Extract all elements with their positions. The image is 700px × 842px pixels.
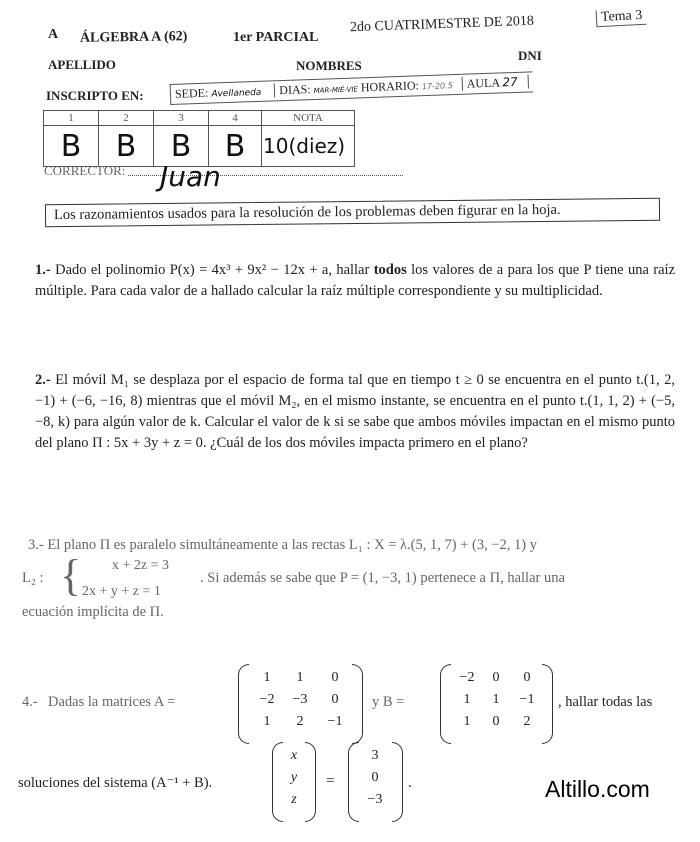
tema-letter: A	[48, 27, 59, 42]
aula-label: AULA	[466, 75, 500, 91]
notice-box: Los razonamientos usados para la resolución de los problemas deben figurar en la hoja.	[45, 198, 660, 227]
grade-header: 2	[99, 111, 154, 126]
tema-label: Tema 3	[596, 8, 647, 28]
matrix-b-cell: 0	[523, 670, 531, 685]
period: .	[408, 775, 412, 791]
problem-number: 4.-	[22, 694, 38, 710]
nombres-label: NOMBRES	[296, 58, 362, 73]
matrix-a-cell: 0	[331, 670, 339, 685]
matrix-b-left-paren	[440, 664, 451, 744]
exam-name: 1er PARCIAL	[233, 30, 319, 45]
inscription-box	[170, 71, 533, 105]
problem-text: soluciones del sistema (A⁻¹ + B).	[18, 775, 213, 791]
matrix-a-cell: 1	[263, 670, 271, 685]
problem-text: Dado el polinomio P(x) = 4x³ + 9x² − 12x + a, hallar	[55, 262, 374, 278]
matrix-b-right-paren	[542, 664, 553, 744]
matrix-b-cell: −1	[519, 692, 535, 707]
matrix-b-cell: 1	[492, 692, 500, 707]
dias-value: MAR-MIÉ-VIE	[313, 85, 359, 95]
matrix-b-cell: 1	[463, 714, 471, 729]
vector-x	[284, 748, 304, 808]
aula-field	[461, 74, 528, 90]
matrix-b-cell: 0	[492, 714, 500, 729]
l2-eq1: x + 2z = 3	[112, 558, 170, 573]
matrix-b	[452, 670, 544, 730]
matrix-a-cell: 1	[296, 670, 304, 685]
matrix-a-cell: −1	[327, 714, 343, 729]
final-grade: 10(diez)	[262, 126, 355, 167]
grades-table	[43, 110, 355, 167]
problem-text: los valores de a para los que P tiene una raíz múltiple. Para cada valor de a hallado calcular la raíz múltiple correspondiente y su multiplicidad.	[35, 262, 676, 299]
matrix-b-cell: 1	[463, 692, 471, 707]
matrix-a-cell: 1	[263, 714, 271, 729]
sede-label: SEDE:	[174, 85, 209, 101]
problem-text: ecuación implícita de Π.	[22, 604, 164, 620]
matrix-a-cell: −3	[292, 692, 308, 707]
apellido-label: APELLIDO	[48, 57, 116, 72]
grade-header: NOTA	[262, 111, 355, 126]
problem-text: , hallar todas las	[558, 694, 653, 710]
matrix-a-left-paren	[238, 664, 249, 744]
l2-label: L₂ :	[22, 570, 44, 586]
problem-2	[35, 370, 675, 454]
vector-x-cell: y	[290, 770, 298, 785]
vector-b-left-paren	[348, 742, 359, 822]
grade-value: B	[44, 126, 99, 167]
grade-value: B	[209, 126, 262, 167]
dni-label: DNI	[518, 48, 542, 63]
system-brace: {	[60, 551, 82, 600]
problem-1	[35, 260, 675, 302]
grade-header: 4	[209, 111, 262, 126]
problem-number: 3.-	[28, 537, 44, 553]
horario-value: 17-20.5	[421, 81, 453, 92]
horario-label: HORARIO:	[360, 78, 420, 95]
grade-header: 3	[154, 111, 209, 126]
problem-emphasis: todos	[373, 262, 407, 278]
vector-b	[360, 748, 390, 808]
l2-eq2: 2x + y + z = 1	[82, 584, 161, 599]
equals-sign: =	[326, 773, 335, 789]
problem-text: Dadas la matrices A =	[48, 694, 176, 710]
corrector-label: CORRECTOR:	[44, 163, 126, 178]
vector-x-left-paren	[272, 742, 283, 822]
matrix-a-cell: 2	[296, 714, 304, 729]
matrix-a-cell: 0	[331, 692, 339, 707]
matrix-b-cell: 2	[523, 714, 531, 729]
problem-3	[28, 535, 680, 556]
matrix-a-cell: −2	[259, 692, 275, 707]
grade-value: B	[99, 126, 154, 167]
matrix-b-cell: −2	[459, 670, 475, 685]
matrix-a	[252, 670, 352, 730]
problem-text: El móvil M₁ se desplaza por el espacio de forma tal que en tiempo t ≥ 0 se encuentra en el punto t.(1, 2, −1) + (−6, −16, 8) mientras que el móvil M₂, en el mismo instante, se encuentra en el punto t.(1, 1, 2) + (−5, −8, k) para algún valor de k. Calcular el valor de k si se sabe que ambos móviles impactan en el mismo punto del plano Π : 5x + 3y + z = 0. ¿Cuál de los dos móviles impacta primero en el plano?	[35, 372, 675, 451]
course-title: ÁLGEBRA A (62)	[79, 29, 188, 46]
problem-text: El plano Π es paralelo simultáneamente a las rectas L₁ : X = λ.(5, 1, 7) + (3, −2, 1) y	[47, 537, 537, 553]
grade-value: B	[154, 126, 209, 167]
problem-number: 1.-	[35, 262, 51, 278]
vector-x-right-paren	[305, 742, 316, 822]
vector-x-cell: z	[291, 792, 297, 807]
vector-b-cell: −3	[367, 792, 383, 807]
matrix-a-right-paren	[352, 664, 363, 744]
inscripto-label: INSCRIPTO EN:	[46, 88, 144, 103]
problem-text: . Si además se sabe que P = (1, −3, 1) pertenece a Π, hallar una	[200, 570, 565, 586]
matrix-b-cell: 0	[492, 670, 500, 685]
term: 2do CUATRIMESTRE DE 2018	[349, 13, 535, 36]
dias-label: DIAS:	[274, 82, 311, 97]
sede-value: Avellaneda	[211, 87, 262, 100]
grade-header: 1	[44, 111, 99, 126]
and-label: y B =	[372, 694, 405, 710]
problem-number: 2.-	[35, 372, 51, 388]
vector-b-cell: 3	[371, 748, 379, 763]
vector-x-cell: x	[290, 748, 298, 763]
corrector-signature: Juan	[160, 160, 221, 193]
vector-b-cell: 0	[371, 770, 379, 785]
vector-b-right-paren	[392, 742, 403, 822]
watermark: Altillo.com	[545, 776, 650, 802]
aula-value: 27	[502, 74, 518, 90]
